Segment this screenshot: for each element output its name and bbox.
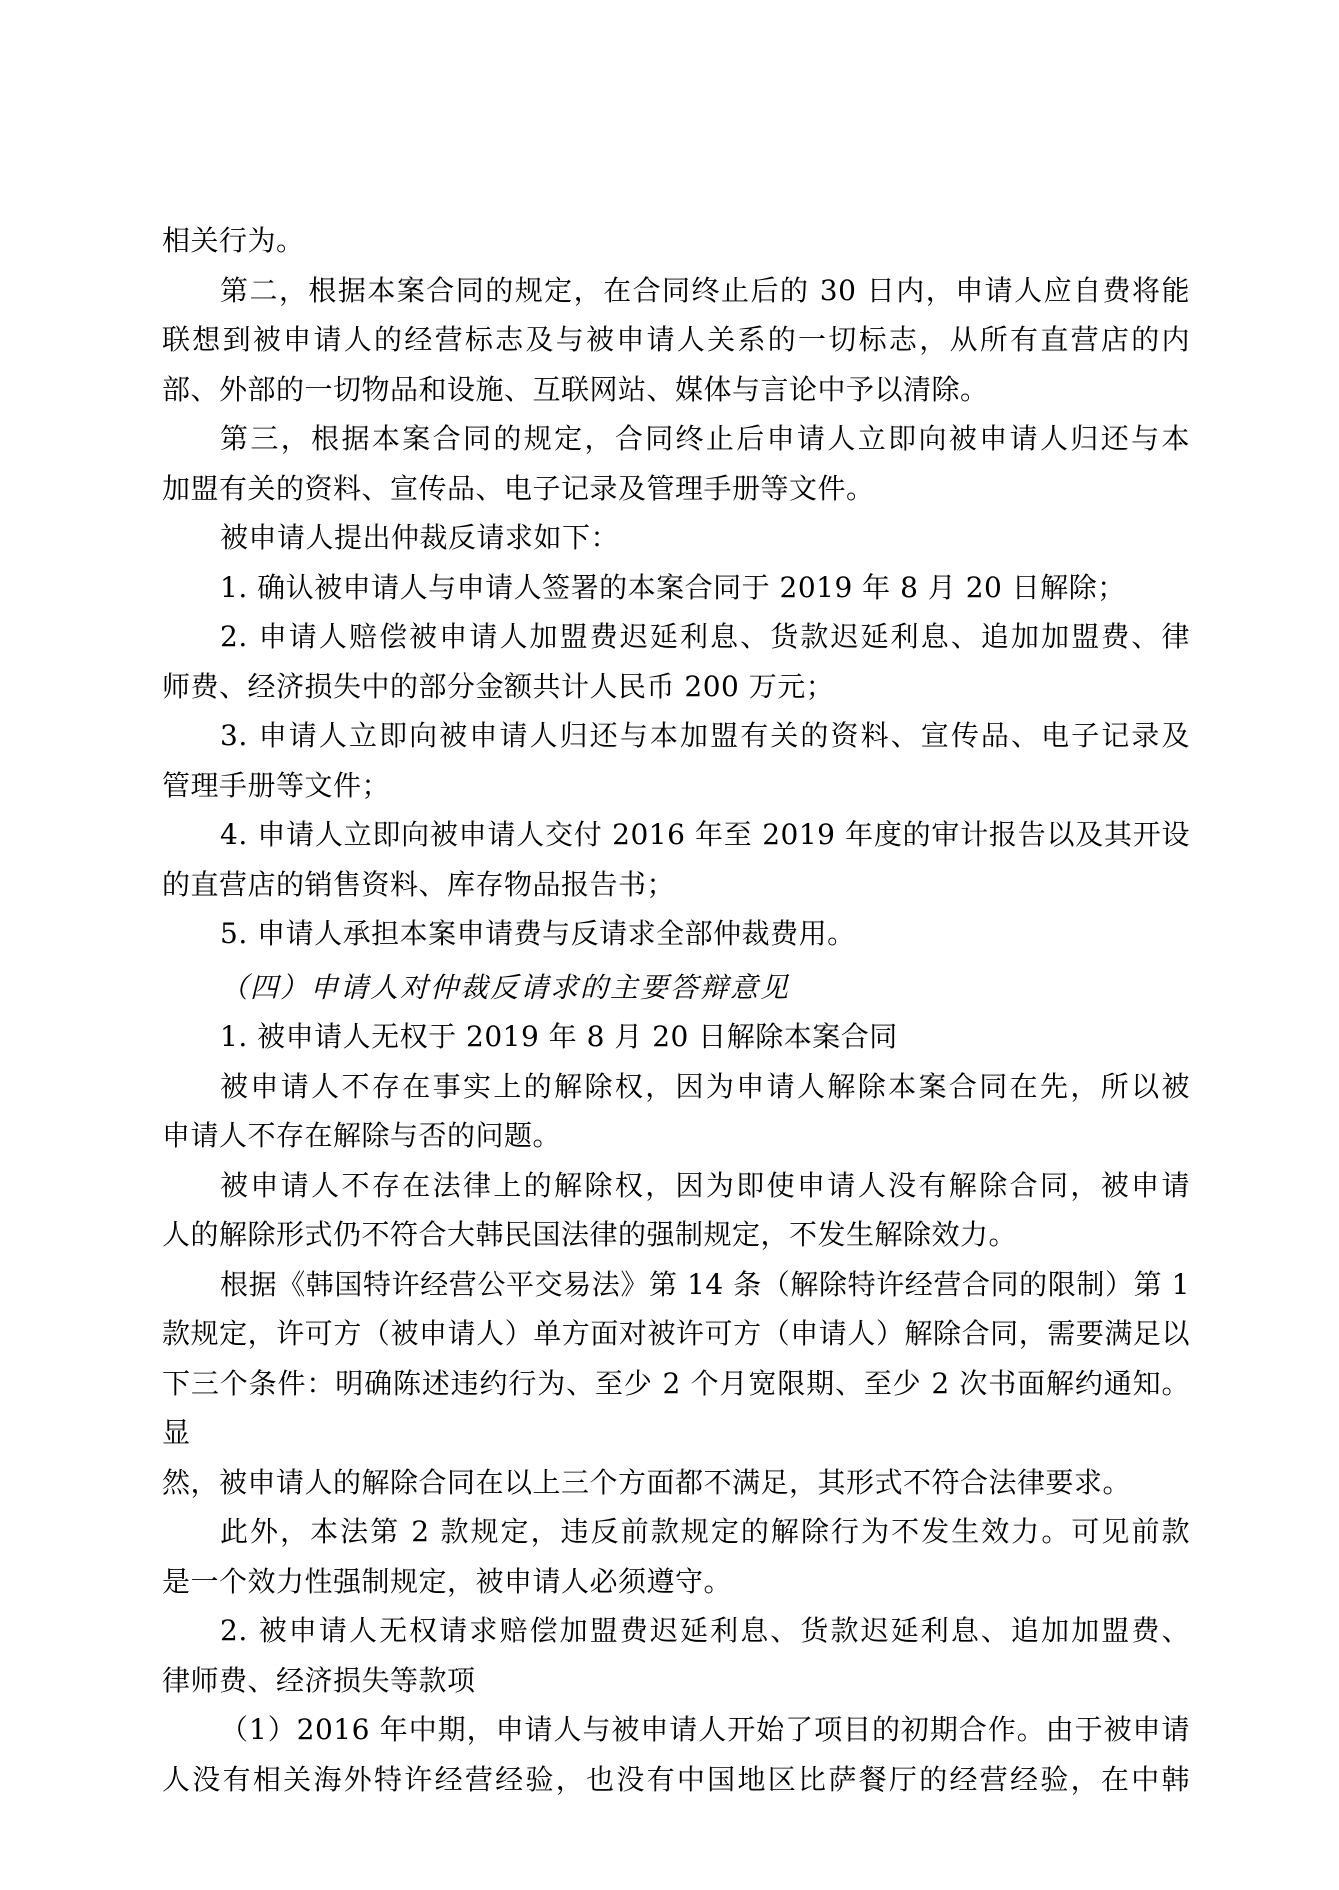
text-line: 款规定，许可方（被申请人）单方面对被许可方（申请人）解除合同，需要满足以 — [162, 1317, 1190, 1350]
text-line: 5. 申请人承担本案申请费与反请求全部仲裁费用。 — [220, 917, 856, 950]
text-line: 被申请人提出仲裁反请求如下： — [220, 521, 620, 554]
text-line: 部、外部的一切物品和设施、互联网站、媒体与言论中予以清除。 — [162, 372, 989, 406]
text-line: 人没有相关海外特许经营经验，也没有中国地区比萨餐厅的经营经验，在中韩 — [162, 1762, 1190, 1796]
text-line: 律师费、经济损失等款项 — [162, 1663, 476, 1697]
document-text-block — [162, 216, 1190, 1804]
text-line: 管理手册等文件； — [162, 768, 391, 802]
text-line: 是一个效力性强制规定，被申请人必须遵守。 — [162, 1564, 733, 1598]
text-line: 联想到被申请人的经营标志及与被申请人关系的一切标志，从所有直营店的内 — [162, 323, 1190, 356]
text-line: 师费、经济损失中的部分金额共计人民币 200 万元； — [162, 669, 835, 703]
text-line: 然，被申请人的解除合同在以上三个方面都不满足，其形式不符合法律要求。 — [162, 1465, 1132, 1499]
section-heading: （四）申请人对仲裁反请求的主要答辩意见 — [220, 970, 791, 1004]
text-line: 4. 申请人立即向被申请人交付 2016 年至 2019 年度的审计报告以及其开设 — [220, 818, 1190, 851]
text-line: 此外，本法第 2 款规定，违反前款规定的解除行为不发生效力。可见前款 — [220, 1515, 1190, 1548]
text-line: 2. 被申请人无权请求赔偿加盟费迟延利息、货款迟延利息、追加加盟费、 — [220, 1614, 1190, 1647]
text-line: 相关行为。 — [162, 224, 305, 257]
text-line: 2. 申请人赔偿被申请人加盟费迟延利息、货款迟延利息、追加加盟费、律 — [220, 620, 1190, 653]
text-line: 人的解除形式仍不符合大韩民国法律的强制规定，不发生解除效力。 — [162, 1218, 1018, 1251]
text-line: （1）2016 年中期，申请人与被申请人开始了项目的初期合作。由于被申请 — [220, 1713, 1190, 1746]
text-line: 3. 申请人立即向被申请人归还与本加盟有关的资料、宣传品、电子记录及 — [220, 719, 1190, 752]
text-line: 1. 确认被申请人与申请人签署的本案合同于 2019 年 8 月 20 日解除； — [220, 570, 1126, 604]
text-line: 的直营店的销售资料、库存物品报告书； — [162, 867, 676, 901]
text-line: 下三个条件：明确陈述违约行为、至少 2 个月宽限期、至少 2 次书面解约通知。显 — [162, 1366, 1190, 1449]
text-line: 申请人不存在解除与否的问题。 — [162, 1119, 562, 1152]
text-line: 根据《韩国特许经营公平交易法》第 14 条（解除特许经营合同的限制）第 1 — [220, 1267, 1190, 1301]
text-line: 1. 被申请人无权于 2019 年 8 月 20 日解除本案合同 — [220, 1020, 898, 1053]
text-line: 第三，根据本案合同的规定，合同终止后申请人立即向被申请人归还与本 — [220, 422, 1190, 455]
text-line: 被申请人不存在事实上的解除权，因为申请人解除本案合同在先，所以被 — [220, 1069, 1190, 1103]
text-line: 第二，根据本案合同的规定，在合同终止后的 30 日内，申请人应自费将能 — [220, 273, 1190, 307]
text-line: 被申请人不存在法律上的解除权，因为即使申请人没有解除合同，被申请 — [220, 1168, 1190, 1202]
text-line: 加盟有关的资料、宣传品、电子记录及管理手册等文件。 — [162, 471, 875, 505]
